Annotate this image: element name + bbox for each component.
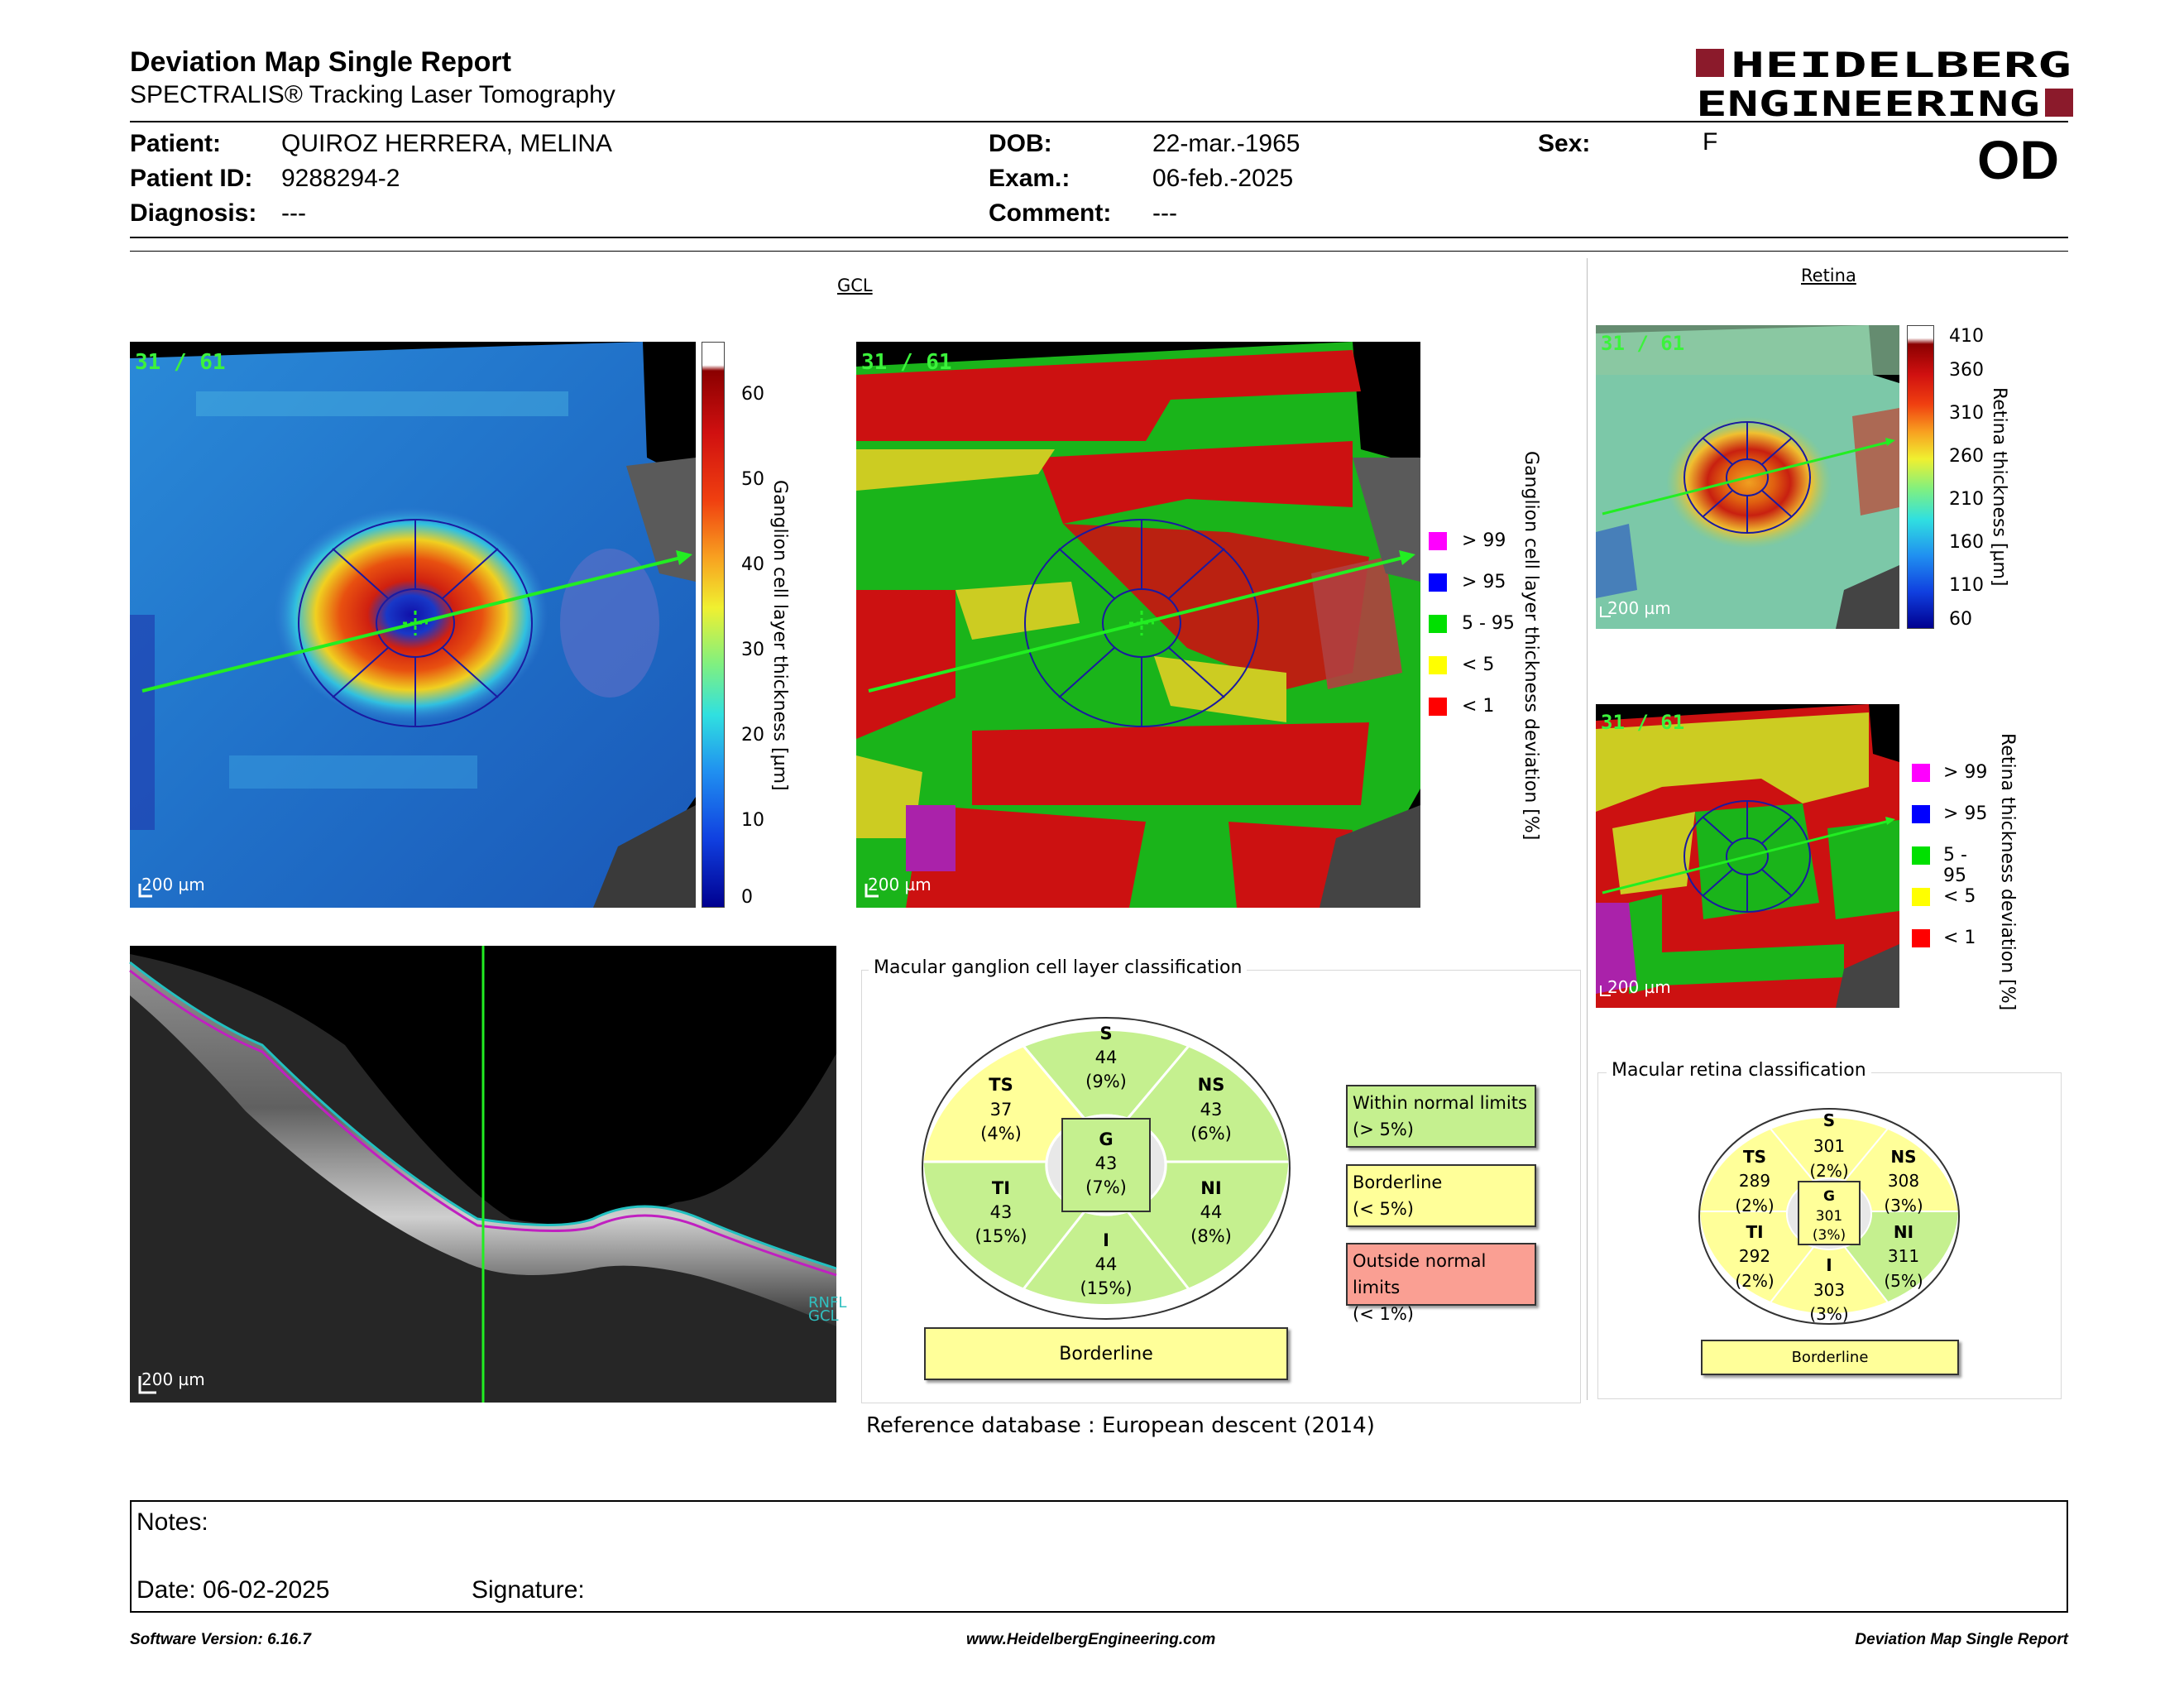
gcl-I-value: 44 xyxy=(1094,1254,1118,1274)
gcl-thickness-axis-label: Ganglion cell layer thickness [µm] xyxy=(769,480,790,791)
gcl-classification-title: Macular ganglion cell layer classification xyxy=(869,957,1247,978)
retina-map-scale-label: 200 µm xyxy=(1607,598,1671,618)
legend-swatch xyxy=(1912,846,1930,865)
retina-dev-scale-label: 200 µm xyxy=(1607,977,1671,997)
legend-label: > 95 xyxy=(1462,572,1506,592)
dob-label: DOB: xyxy=(989,130,1052,157)
retina-map-scan-label: 31 / 61 xyxy=(1601,332,1685,355)
retina-classification-title: Macular retina classification xyxy=(1607,1060,1871,1081)
gcl-S-value: 44 xyxy=(1094,1048,1118,1067)
key-outside xyxy=(1346,1243,1536,1324)
gcl-deviation-axis-label: Ganglion cell layer thickness deviation [%] xyxy=(1521,451,1541,841)
legend-swatch xyxy=(1912,929,1930,947)
patient-label: Patient: xyxy=(130,130,222,157)
gcl-S-pct: (9%) xyxy=(1085,1072,1127,1091)
footer-report-name: Deviation Map Single Report xyxy=(1855,1631,2068,1648)
legend-swatch xyxy=(1429,698,1447,716)
gcl-sector-diagram xyxy=(920,1016,1292,1322)
gcl-map-scan-label: 31 / 61 xyxy=(135,350,226,375)
ret-TS-value: 289 xyxy=(1738,1171,1771,1191)
legend-swatch xyxy=(1429,532,1447,550)
gcl-TS-value: 37 xyxy=(989,1100,1013,1120)
bscan-scale-label: 200 µm xyxy=(141,1369,205,1389)
retina-sector-diagram xyxy=(1698,1107,1961,1326)
sex-label: Sex: xyxy=(1538,130,1591,157)
key-borderline xyxy=(1346,1164,1536,1227)
header-rule xyxy=(130,121,2068,122)
oct-bscan xyxy=(130,946,847,1403)
logo-line1: HEIDELBERG xyxy=(1731,45,2071,85)
reference-label: Reference database : xyxy=(866,1413,1095,1438)
key-outside-line1: Outside normal limits xyxy=(1353,1251,1487,1297)
legend-label: < 5 xyxy=(1943,886,1976,907)
ret-I-pct: (3%) xyxy=(1809,1304,1849,1324)
ret-G-pct: (3%) xyxy=(1812,1227,1846,1244)
gcl-tick: 20 xyxy=(741,725,764,746)
gcl-I-name: I xyxy=(1103,1230,1109,1250)
gcl-S-name: S xyxy=(1099,1024,1113,1043)
gcl-tick: 60 xyxy=(741,384,764,405)
ret-NI-name: NI xyxy=(1893,1222,1914,1242)
legend-label: < 1 xyxy=(1943,928,1976,948)
gcl-I-pct: (15%) xyxy=(1080,1278,1133,1298)
gcl-thickness-map xyxy=(130,342,696,908)
gcl-map-scale-label: 200 µm xyxy=(141,875,205,894)
retina-tick: 60 xyxy=(1949,609,1972,630)
gcl-tick: 0 xyxy=(741,887,753,908)
footer-website[interactable]: www.HeidelbergEngineering.com xyxy=(966,1631,1216,1648)
retina-deviation-legend xyxy=(1912,764,1995,971)
legend-label: > 99 xyxy=(1943,762,1988,783)
gcl-tick: 30 xyxy=(741,640,764,660)
exam-value: 06-feb.-2025 xyxy=(1152,165,1294,192)
gcl-G-pct: (7%) xyxy=(1085,1177,1127,1197)
key-borderline-line1: Borderline xyxy=(1353,1172,1443,1192)
retina-thickness-colorbar xyxy=(1907,325,1934,629)
notes-box xyxy=(130,1500,2068,1613)
report-subtitle: SPECTRALIS® Tracking Laser Tomography xyxy=(130,81,615,108)
signature-label: Signature: xyxy=(472,1576,585,1604)
patient-name: QUIROZ HERRERA, MELINA xyxy=(281,130,613,157)
gcl-overall-status: Borderline xyxy=(924,1327,1288,1380)
ret-NI-value: 311 xyxy=(1887,1246,1920,1266)
gcl-TS-pct: (4%) xyxy=(980,1124,1022,1144)
gcl-NS-name: NS xyxy=(1197,1075,1225,1095)
eye-indicator: OD xyxy=(1977,129,2059,190)
legend-swatch xyxy=(1912,888,1930,906)
info-rule-2 xyxy=(130,251,2068,252)
ret-I-name: I xyxy=(1826,1255,1832,1275)
gcl-tick: 50 xyxy=(741,469,764,490)
ret-S-value: 301 xyxy=(1813,1136,1846,1156)
retina-tick: 410 xyxy=(1949,326,1984,347)
ret-G-value: 301 xyxy=(1815,1208,1843,1225)
ret-S-name: S xyxy=(1822,1110,1836,1130)
retina-tick: 360 xyxy=(1949,360,1984,381)
comment-value: --- xyxy=(1152,199,1177,227)
legend-swatch xyxy=(1429,573,1447,592)
legend-swatch xyxy=(1912,805,1930,823)
retina-tick: 110 xyxy=(1949,575,1984,596)
report-title: Deviation Map Single Report xyxy=(130,46,511,78)
footer-software-version: Software Version: 6.16.7 xyxy=(130,1631,311,1648)
reference-value: European descent (2014) xyxy=(1102,1413,1375,1438)
retina-tick: 310 xyxy=(1949,403,1984,424)
legend-swatch xyxy=(1429,615,1447,633)
retina-tick: 160 xyxy=(1949,532,1984,553)
key-outside-line2: (< 1%) xyxy=(1353,1304,1414,1324)
ret-NI-pct: (5%) xyxy=(1884,1271,1923,1291)
info-rule-1 xyxy=(130,237,2068,238)
gcl-G-value: 43 xyxy=(1094,1153,1118,1173)
gcl-NI-value: 44 xyxy=(1200,1202,1223,1222)
key-normal-line2: (> 5%) xyxy=(1353,1120,1414,1139)
gcl-section-title: GCL xyxy=(837,276,873,295)
notes-label: Notes: xyxy=(136,1508,208,1536)
gcl-NI-pct: (8%) xyxy=(1190,1226,1232,1246)
legend-label: > 99 xyxy=(1462,530,1506,551)
section-divider xyxy=(1587,258,1588,1400)
legend-swatch xyxy=(1912,764,1930,782)
ret-NS-pct: (3%) xyxy=(1884,1196,1923,1216)
ret-TI-value: 292 xyxy=(1738,1246,1771,1266)
gcl-NI-name: NI xyxy=(1200,1178,1222,1198)
diagnosis-value: --- xyxy=(281,199,306,227)
ret-I-value: 303 xyxy=(1813,1280,1846,1300)
key-borderline-line2: (< 5%) xyxy=(1353,1199,1414,1219)
retina-deviation-map xyxy=(1596,704,1899,1008)
bscan-layer-labels: RNFL GCL xyxy=(808,1294,847,1325)
retina-tick: 260 xyxy=(1949,446,1984,467)
gcl-TS-name: TS xyxy=(989,1075,1013,1095)
legend-label: < 1 xyxy=(1462,696,1495,717)
legend-label: 5 - 95 xyxy=(1943,845,1967,886)
gcl-TI-pct: (15%) xyxy=(975,1226,1027,1246)
ret-S-pct: (2%) xyxy=(1809,1161,1849,1181)
gcl-NS-value: 43 xyxy=(1200,1100,1223,1120)
gcl-dev-scan-label: 31 / 61 xyxy=(861,350,952,375)
retina-dev-scan-label: 31 / 61 xyxy=(1601,711,1685,734)
gcl-G-name: G xyxy=(1099,1129,1114,1149)
legend-swatch xyxy=(1429,656,1447,674)
gcl-NS-pct: (6%) xyxy=(1190,1124,1232,1144)
ret-TI-name: TI xyxy=(1746,1222,1764,1242)
retina-overall-status: Borderline xyxy=(1701,1340,1959,1375)
patient-id: 9288294-2 xyxy=(281,165,400,192)
patient-id-label: Patient ID: xyxy=(130,165,253,192)
legend-label: > 95 xyxy=(1943,803,1988,824)
retina-thickness-map xyxy=(1596,325,1899,629)
ret-TS-name: TS xyxy=(1742,1147,1767,1167)
comment-label: Comment: xyxy=(989,199,1112,227)
gcl-deviation-legend xyxy=(1429,532,1528,739)
ret-G-name: G xyxy=(1823,1188,1835,1205)
ret-TI-pct: (2%) xyxy=(1735,1271,1774,1291)
exam-label: Exam.: xyxy=(989,165,1070,192)
retina-section-title: Retina xyxy=(1801,266,1856,285)
gcl-TI-value: 43 xyxy=(989,1202,1013,1222)
date-label: Date: 06-02-2025 xyxy=(136,1576,330,1604)
gcl-deviation-map xyxy=(856,342,1420,908)
retina-thickness-axis-label: Retina thickness [µm] xyxy=(1989,387,2009,587)
legend-label: < 5 xyxy=(1462,655,1495,675)
key-normal xyxy=(1346,1085,1536,1148)
heidelberg-logo xyxy=(1694,45,2075,124)
ret-TS-pct: (2%) xyxy=(1735,1196,1774,1216)
logo-line2: ENGINEERING xyxy=(1696,84,2040,124)
reference-database xyxy=(866,1413,1375,1438)
gcl-dev-scale-label: 200 µm xyxy=(868,875,932,894)
dob-value: 22-mar.-1965 xyxy=(1152,130,1300,157)
retina-tick: 210 xyxy=(1949,489,1984,510)
diagnosis-label: Diagnosis: xyxy=(130,199,257,227)
key-normal-line1: Within normal limits xyxy=(1353,1093,1527,1113)
gcl-tick: 40 xyxy=(741,554,764,575)
gcl-TI-name: TI xyxy=(991,1178,1011,1198)
legend-label: 5 - 95 xyxy=(1462,613,1515,634)
ret-NS-name: NS xyxy=(1890,1147,1917,1167)
sex-value: F xyxy=(1703,128,1718,156)
ret-NS-value: 308 xyxy=(1887,1171,1920,1191)
gcl-thickness-colorbar xyxy=(702,342,725,908)
retina-deviation-axis-label: Retina thickness deviation [%] xyxy=(1997,733,2018,1011)
gcl-tick: 10 xyxy=(741,810,764,831)
